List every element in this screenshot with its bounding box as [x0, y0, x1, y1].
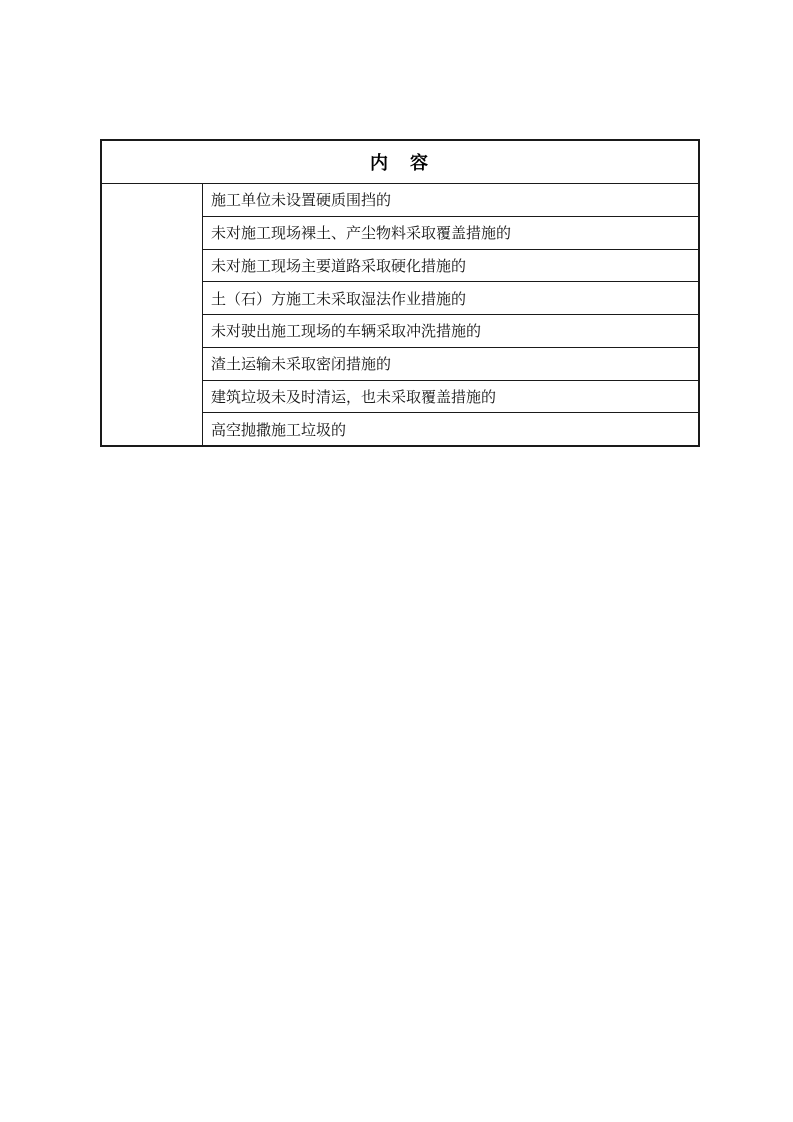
row-text: 高空抛撒施工垃圾的 — [211, 422, 347, 439]
table-row — [203, 282, 698, 315]
table-row — [203, 250, 698, 283]
row-text: 施工单位未设置硬质围挡的 — [211, 193, 392, 210]
row-text: 土（石）方施工未采取湿法作业措施的 — [211, 291, 467, 308]
row-text: 未对驶出施工现场的车辆采取冲洗措施的 — [211, 324, 482, 341]
table-row — [203, 381, 698, 414]
table-body — [102, 184, 698, 445]
row-text: 渣土运输未采取密闭措施的 — [211, 357, 392, 374]
row-text: 未对施工现场主要道路采取硬化措施的 — [211, 258, 467, 275]
row-text: 建筑垃圾未及时清运，也未采取覆盖措施的 — [211, 389, 497, 406]
table-left-merged-cell — [102, 184, 203, 445]
table-row — [203, 315, 698, 348]
table-row-list — [203, 184, 698, 445]
content-table — [100, 139, 700, 447]
table-header-cell: 内 容 — [102, 141, 698, 184]
row-text: 未对施工现场裸土、产尘物料采取覆盖措施的 — [211, 226, 512, 243]
table-row — [203, 184, 698, 217]
table-row — [203, 217, 698, 250]
table-row — [203, 413, 698, 445]
table-row — [203, 348, 698, 381]
